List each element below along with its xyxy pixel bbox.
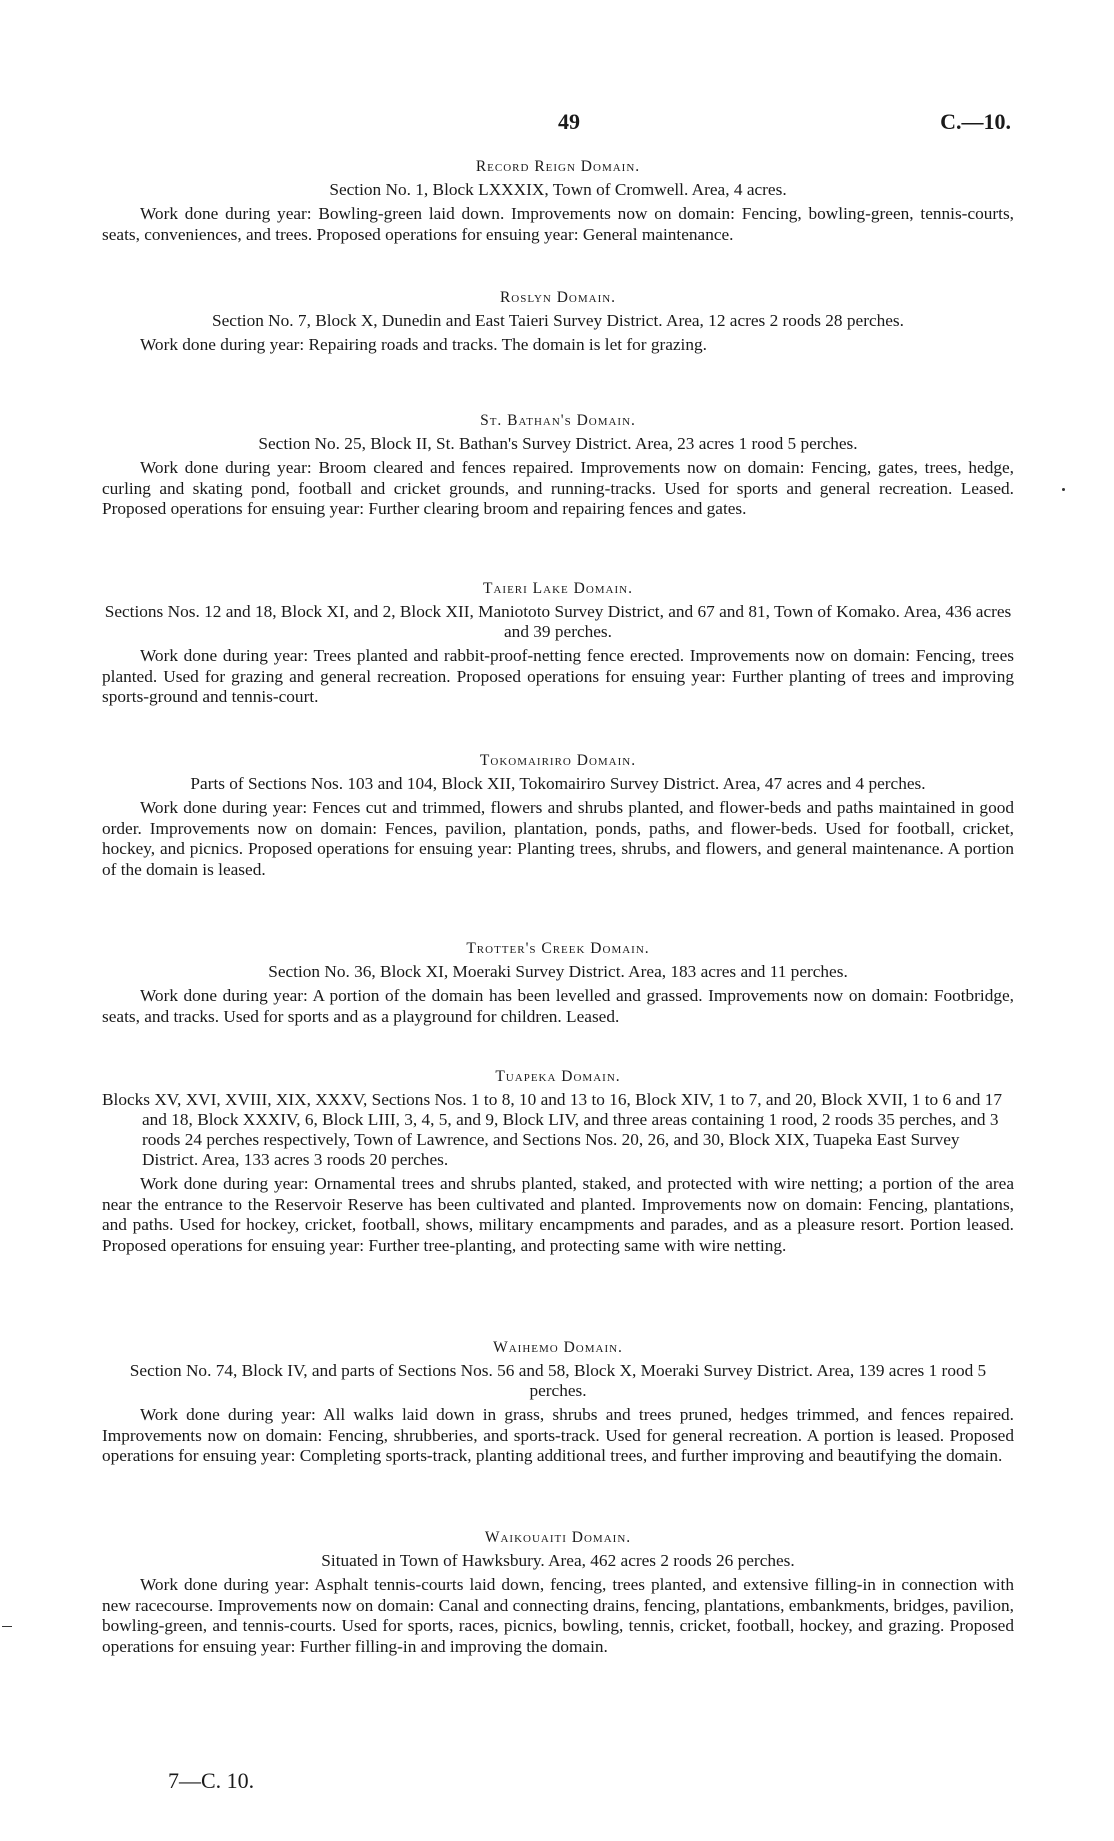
section-title: Waihemo Domain. xyxy=(493,1339,623,1356)
section-location: Section No. 25, Block II, St. Bathan's Survey District. Area, 23 acres 1 rood 5 perches. xyxy=(258,434,858,453)
section-body: Work done during year: Asphalt tennis-courts laid down, fencing, trees planted, and extensive filling-in in connection with new racecourse. Improvements now on domain: Canal and connecting drains, fencing, plantations, embankments, bridges, pavilion, bowling-green, and tennis-courts. Used for sports, races, picnics, bowling, tennis, cricket, football, hockey, and grazing. Proposed operations for ensuing year: Further filling-in and improving the domain. xyxy=(102,1575,1014,1656)
section-trotters-creek xyxy=(102,940,1014,1027)
section-waikouaiti xyxy=(102,1529,1014,1657)
section-title: Waikouaiti Domain. xyxy=(484,1529,632,1546)
section-roslyn xyxy=(102,289,1014,356)
section-location: Sections Nos. 12 and 18, Block XI, and 2, Block XII, Maniototo Survey District, and 67 and 81, Town of Komako. Area, 436 acres and 39 perches. xyxy=(104,602,1012,641)
footer-signature: 7—C. 10. xyxy=(168,1768,255,1793)
scan-speck xyxy=(1062,488,1065,491)
section-title: St. Bathan's Domain. xyxy=(480,412,636,429)
section-body: Work done during year: Ornamental trees and shrubs planted, staked, and protected with wire netting; a portion of the area near the entrance to the Reservoir Reserve has been cultivated and planted. Improvements now on domain: Fencing, plantations, and paths. Used for hockey, cricket, football, shows, military encampments and parades, and as a pleasure resort. Portion leased. Proposed operations for ensuing year: Further tree-planting, and protecting same with wire netting. xyxy=(102,1174,1014,1255)
section-location: Section No. 36, Block XI, Moeraki Survey District. Area, 183 acres and 11 perches. xyxy=(268,962,848,981)
section-title: Record Reign Domain. xyxy=(475,158,641,175)
section-title: Trotter's Creek Domain. xyxy=(466,940,650,957)
section-waihemo xyxy=(102,1339,1014,1467)
section-tuapeka xyxy=(102,1068,1014,1256)
section-location: Parts of Sections Nos. 103 and 104, Block XII, Tokomairiro Survey District. Area, 47 acres and 4 perches. xyxy=(190,774,926,793)
section-title: Roslyn Domain. xyxy=(499,289,617,306)
section-title: Taieri Lake Domain. xyxy=(483,580,633,597)
section-title: Tuapeka Domain. xyxy=(495,1068,621,1085)
section-location: Blocks XV, XVI, XVIII, XIX, XXXV, Sections Nos. 1 to 8, 10 and 13 to 16, Block XIV, 1 to 7, and 20, Block XVII, 1 to 6 and 17 and 18, Block XXXIV, 6, Block LIII, 3, 4, 5, and 9, Block LIV, and three areas containing 1 rood, 2 roods 35 perches, and 3 roods 24 perches respectively, Town of Lawrence, and Sections Nos. 20, 26, and 30, Block XIX, Tuapeka East Survey District. Area, 133 acres 3 roods 20 perches. xyxy=(102,1090,1003,1169)
section-tokomairiro xyxy=(102,752,1014,880)
section-body: Work done during year: A portion of the domain has been levelled and grassed. Improvements now on domain: Footbridge, seats, and tracks. Used for sports and as a playground for children. Leased. xyxy=(102,986,1014,1026)
section-body: Work done during year: All walks laid down in grass, shrubs and trees pruned, hedges trimmed, and fences repaired. Improvements now on domain: Fencing, shrubberies, and sports-track. Used for general recreation. A portion is leased. Proposed operations for ensuing year: Completing sports-track, planting additional trees, and further improving and beautifying the domain. xyxy=(102,1405,1014,1465)
scan-mark xyxy=(2,1626,12,1627)
section-body: Work done during year: Trees planted and rabbit-proof-netting fence erected. Improvements now on domain: Fencing, trees planted. Used for grazing and general recreation. Proposed operations for ensuing year: Further planting of trees and improving sports-ground and tennis-court. xyxy=(102,646,1014,706)
section-body: Work done during year: Bowling-green laid down. Improvements now on domain: Fencing, bowling-green, tennis-courts, seats, conveniences, and trees. Proposed operations for ensuing year: General maintenance. xyxy=(102,204,1014,244)
page-number: 49 xyxy=(558,109,580,134)
section-location: Situated in Town of Hawksbury. Area, 462 acres 2 roods 26 perches. xyxy=(321,1551,795,1570)
section-title: Tokomairiro Domain. xyxy=(479,752,637,769)
section-record-reign xyxy=(102,158,1014,245)
document-code: C.—10. xyxy=(940,109,1011,134)
section-body: Work done during year: Repairing roads and tracks. The domain is let for grazing. xyxy=(140,335,707,354)
section-st-bathans xyxy=(102,412,1014,520)
section-location: Section No. 7, Block X, Dunedin and East Taieri Survey District. Area, 12 acres 2 roods 28 perches. xyxy=(212,311,904,330)
section-body: Work done during year: Broom cleared and fences repaired. Improvements now on domain: Fencing, gates, trees, hedge, curling and skating pond, football and cricket grounds, and running-tracks. Used for sports and general recreation. Leased. Proposed operations for ensuing year: Further clearing broom and repairing fences and gates. xyxy=(102,458,1014,518)
section-body: Work done during year: Fences cut and trimmed, flowers and shrubs planted, and flower-beds and paths maintained in good order. Improvements now on domain: Fences, pavilion, plantation, ponds, paths, and flower-beds. Used for football, cricket, hockey, and picnics. Proposed operations for ensuing year: Planting trees, shrubs, and flowers, and general maintenance. A portion of the domain is leased. xyxy=(102,798,1014,879)
section-location: Section No. 74, Block IV, and parts of Sections Nos. 56 and 58, Block X, Moeraki Survey District. Area, 139 acres 1 rood 5 perches. xyxy=(129,1361,987,1400)
section-taieri-lake xyxy=(102,580,1014,708)
section-location: Section No. 1, Block LXXXIX, Town of Cromwell. Area, 4 acres. xyxy=(329,180,787,199)
